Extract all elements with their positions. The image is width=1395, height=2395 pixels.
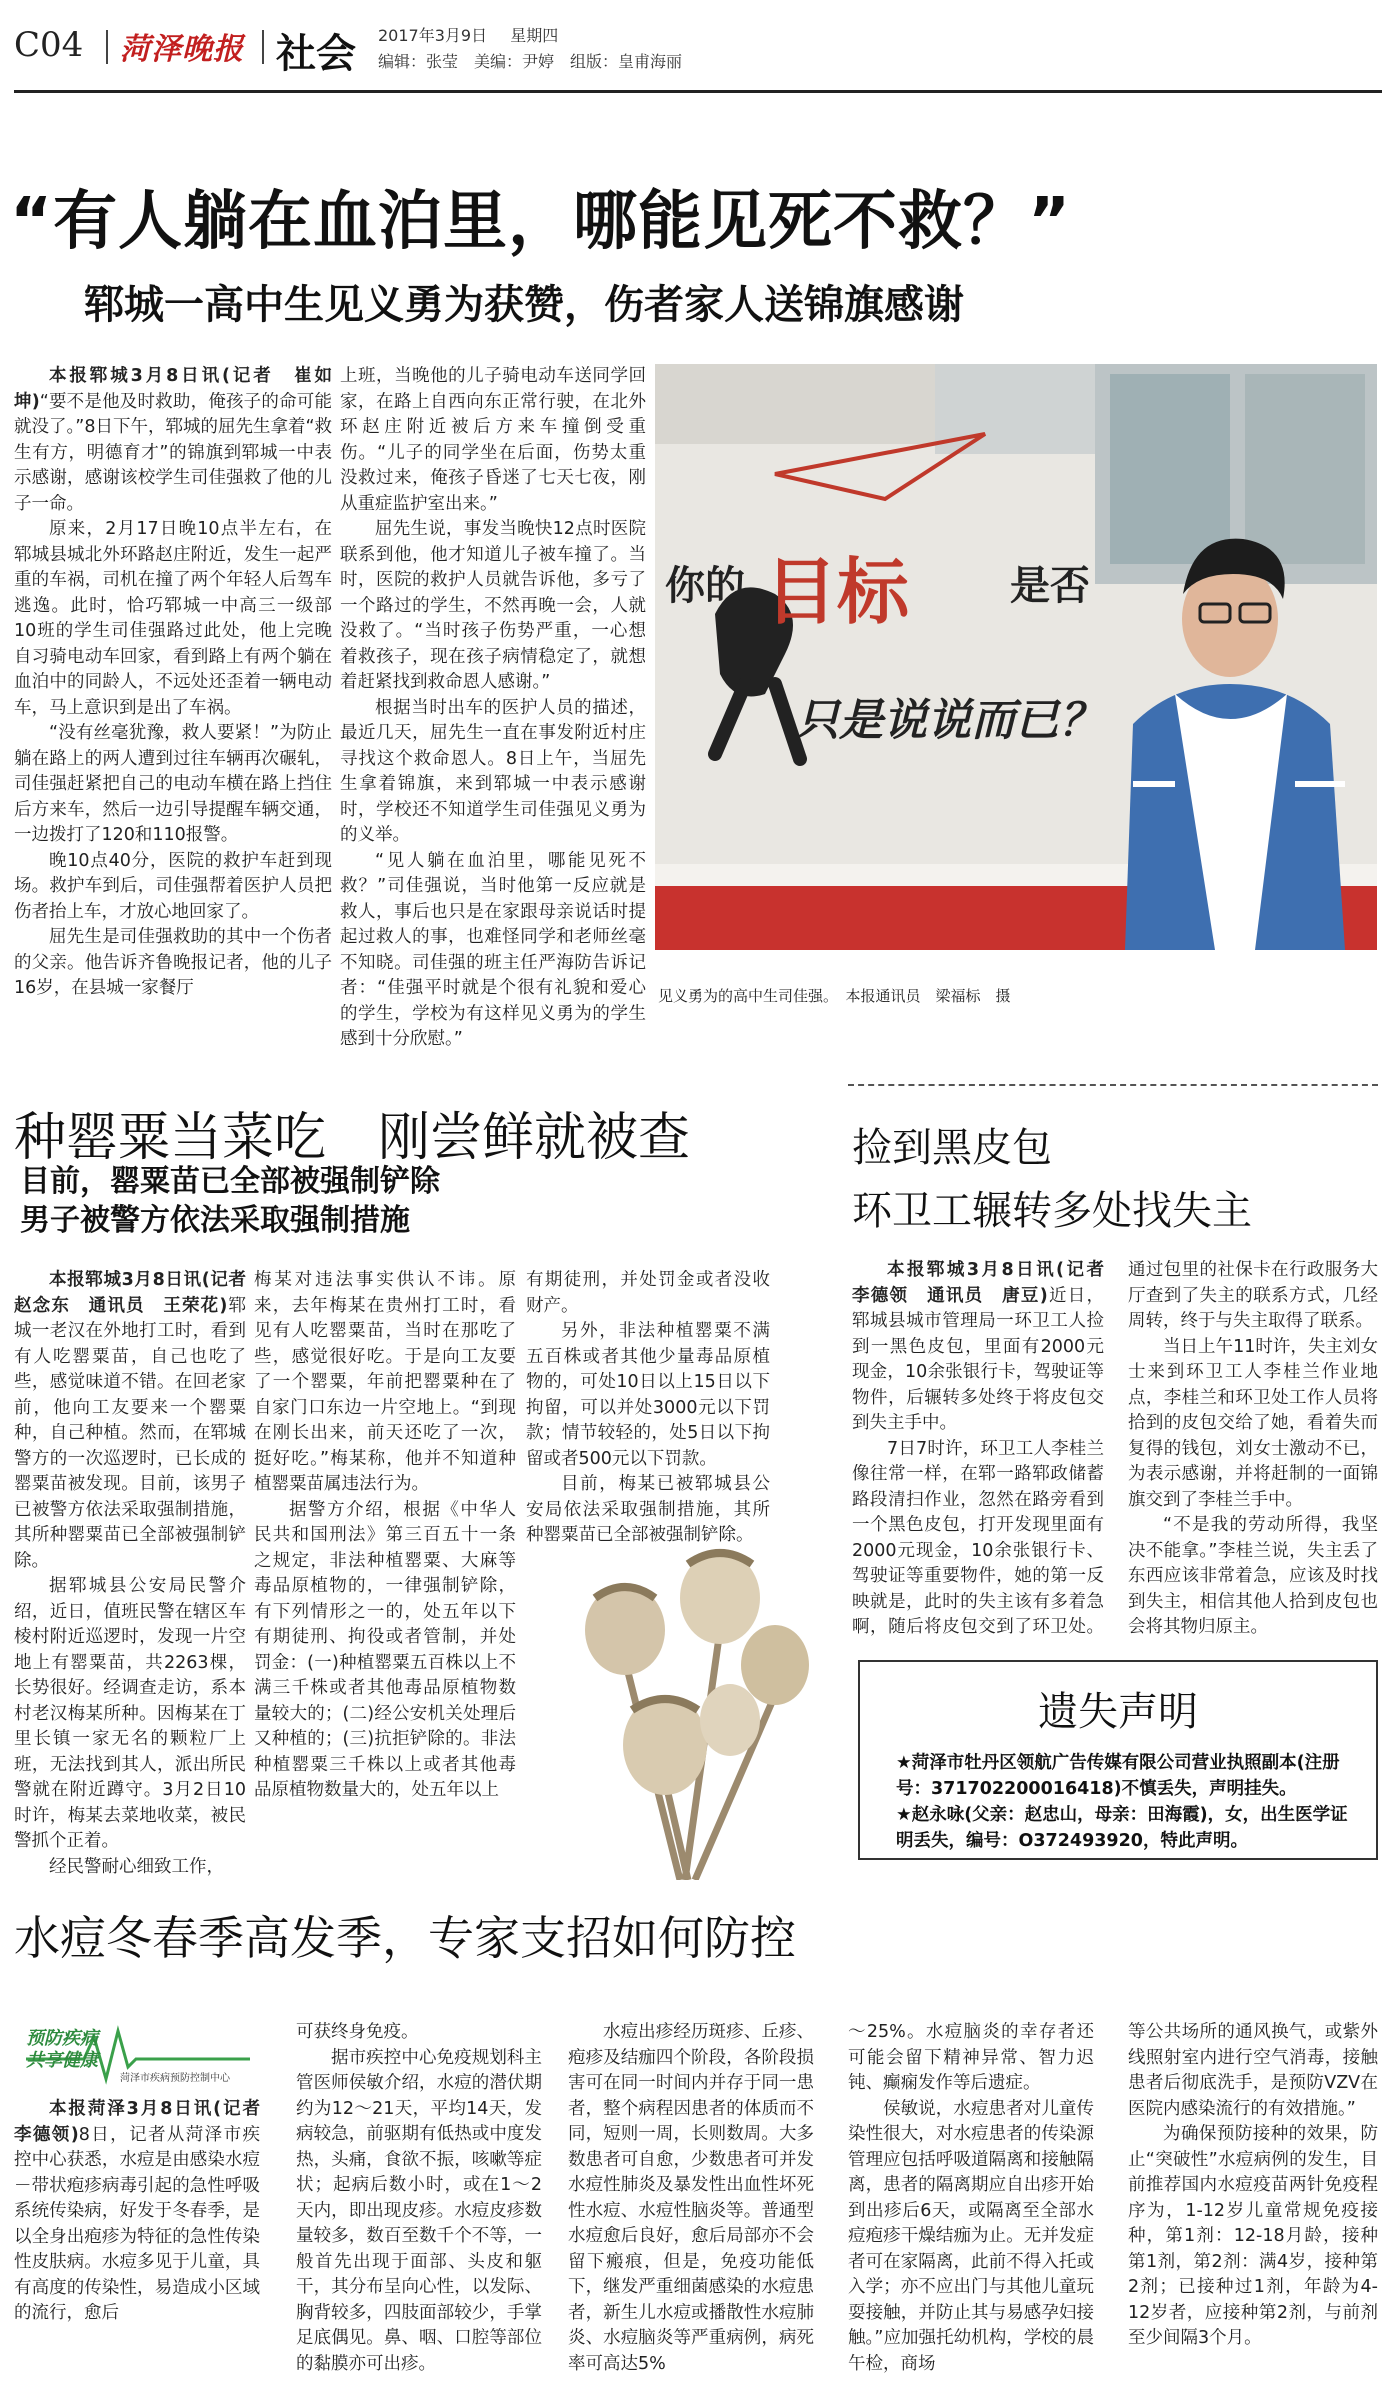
story3-headline-line: 捡到黑皮包 [852,1125,1052,1171]
lead-paragraph: 屈先生说，事发当晚快12点时医院联系到他，他才知道儿子被车撞了。当时，医院的救护人员就告诉他，多亏了一个路过的学生，不然再晚一会，人就没救了。“当时孩子伤势严重，一心想着救孩子，现在孩子病情稳定了，就想着赶紧找到救命恩人感谢。” [340,519,646,692]
lead-paragraph: 原来，2月17日晚10点半左右，在郓城县城北外环路赵庄附近，发生一起严重的车祸，司机在撞了两个年轻人后驾车逃逸。此时，恰巧郓城一中高三一级部10班的学生司佳强路过此处，他上完晚自习骑电动车回家，看到路上有两个躺在血泊中的同龄人，不远处还歪着一辆电动车，马上意识到是出了车祸。 [14,519,332,718]
page-number: C04 [14,25,84,65]
lead-paragraph: “要不是他及时救助，俺孩子的命可能就没了。”8日下午，郓城的屈先生拿着“救生有方，明德育才”的锦旗到郓城一中表示感谢，感谢该校学生司佳强救了他的儿子一命。 [14,391,332,514]
logo-slogan: 预防疾病 共享健康 [26,2028,116,2071]
story3-headline-line: 环卫工辗转多处找失主 [852,1188,1252,1234]
header-divider [106,30,108,64]
editor-credits: 编辑：张莹 美编：尹婷 组版：皇甫海丽 [378,52,683,71]
date-text: 2017年3月9日 [378,26,488,45]
header-rule [14,90,1382,93]
story2-paragraph: 郓城一老汉在外地打工时，看到有人吃罂粟苗，自己也吃了些，感觉味道不错。在回老家前，他向工友要来一个罂粟种，自己种植。然而，在郓城警方的一次巡逻时，已长成的罂粟苗被发现。目前，该男子已被警方依法采取强制措施，其所种罂粟苗已全部被强制铲除。 [14,1295,246,1571]
story4-column-4 [848,2020,1094,2387]
story4-paragraph: 可获终身免疫。 [296,2022,419,2042]
story4-paragraph: ～25%。水痘脑炎的幸存者还可能会留下精神异常、智力迟钝、癫痫发作等后遗症。 [848,2022,1094,2093]
lead-dateline: 本报郓城3月8日讯(记者 崔如坤) [14,366,332,412]
story4-column-1 [14,2097,260,2387]
lead-subheadline: 郓城一高中生见义勇为获赞，伤者家人送锦旗感谢 [84,282,964,328]
story2-column-1 [14,1268,246,1878]
notice-body [896,1750,1358,1854]
lead-paragraph: 晚10点40分，医院的救护车赶到现场。救护车到后，司佳强帮着医护人员把伤者抬上车，才放心地回家了。 [14,850,332,922]
notice-item: ★赵永咏(父亲：赵忠山，母亲：田海霞)，女，出生医学证明丢失，编号：O372493920，特此声明。 [896,1805,1348,1851]
cdc-logo [24,2023,252,2093]
masthead-logo: 菏泽晚报 [120,32,244,67]
story4-paragraph: 8日，记者从菏泽市疾控中心获悉，水痘是由感染水痘－带状疱疹病毒引起的急性呼吸系统传染病，好发于冬春季，是以全身出疱疹为特征的急性传染性皮肤病。水痘多见于儿童，具有高度的传染性，易造成小区域的流行，愈后 [14,2124,260,2323]
notice-title: 遗失声明 [1038,1689,1198,1735]
lead-headline: “有人躺在血泊里，哪能见死不救？” [10,185,1072,259]
story2-paragraph: 另外，非法种植罂粟不满五百株或者其他少量毒品原植物的，可处10日以上15日以下拘留，可以并处3000元以下罚款；情节较轻的，处5日以下拘留或者500元以下罚款。 [526,1321,770,1469]
story4-paragraph: 等公共场所的通风换气，或紫外线照射室内进行空气消毒，接触患者后彻底洗手，是预防VZV在医院内感染流行的有效措施。” [1128,2022,1378,2119]
lost-notice-box [858,1660,1378,1860]
story4-paragraph: 侯敏说，水痘患者对儿童传染性很大，对水痘患者的传染源管理应包括呼吸道隔离和接触隔离，患者的隔离期应自出疹开始到出疹后6天，或隔离至全部水痘疱疹干燥结痂为止。无并发症者可在家隔离，此前不得入托或入学；亦不应出门与其他儿童玩耍接触，并防止其与易感孕妇接触。”应加强托幼机构，学校的晨午检，商场 [848,2098,1094,2374]
story3-paragraph: 通过包里的社保卡在行政服务大厅查到了失主的联系方式，几经周转，终于与失主取得了联系。 [1128,1260,1378,1331]
lead-paragraph: “没有丝毫犹豫，救人要紧！”为防止躺在路上的两人遭到过往车辆再次碾轧，司佳强赶紧把自己的电动车横在路上挡住后方来车，然后一边引导提醒车辆交通，一边拨打了120和110报警。 [14,723,332,845]
story4-paragraph: 据市疾控中心免疫规划科主管医师侯敏介绍，水痘的潜伏期约为12～21天，平均14天，发病较急，前驱期有低热或中度发热，头痛，食欲不振，咳嗽等症状；起病后数小时，或在1～2天内，即出现皮疹。水痘皮疹数量较多，数百至数千个不等，一般首先出现于面部、头皮和躯干，其分布呈向心性，以发际、胸背较多，四肢面部较少，手掌足底偶见。鼻、咽、口腔等部位的黏膜亦可出疹。 [296,2047,542,2374]
story2-headline: 种罂粟当菜吃 刚尝鲜就被查 [14,1108,691,1168]
lead-paragraph: 根据当时出车的医护人员的描述，最近几天，屈先生一直在事发附近村庄寻找这个救命恩人。8日上午，当屈先生拿着锦旗，来到郓城一中表示感谢时，学校还不知道学生司佳强见义勇为的义举。 [340,697,646,845]
photo-illustration [655,364,1377,950]
story3-dateline: 本报郓城3月8日讯(记者 李德领 通讯员 唐豆) [852,1260,1104,1306]
story2-column-3 [526,1268,770,1558]
lead-paragraph: 上班，当晚他的儿子骑电动车送同学回家，在路上自西向东正常行驶，在北外环赵庄附近被后方来车撞倒受重伤。“儿子的同学坐在后面，伤势太重没救过来，俺孩子昏迷了七天七夜，刚从重症监护室出来。” [340,366,646,514]
poppy-image [570,1520,840,1880]
story4-column-5 [1128,2020,1378,2387]
story4-headline: 水痘冬春季高发季，专家支招如何防控 [14,1911,796,1965]
section-divider [848,1084,1378,1086]
story4-column-3 [568,2020,814,2387]
lead-photo [655,364,1377,950]
story3-paragraph: 近日，郓城县城市管理局一环卫工人捡到一黑色皮包，里面有2000元现金，10余张银行卡，驾驶证等物件，后辗转多处终于将皮包交到失主手中。 [852,1285,1104,1433]
story2-paragraph: 据警方介绍，根据《中华人民共和国刑法》第三百五十一条之规定，非法种植罂粟、大麻等毒品原植物的，一律强制铲除，有下列情形之一的，处五年以下有期徒刑、拘役或者管制，并处罚金：(一)种植罂粟五百株以上不满三千株或者其他毒品原植物数量较大的；(二)经公安机关处理后又种植的；(三)抗拒铲除的。非法种植罂粟三千株以上或者其他毒品原植物数量大的，处五年以上 [254,1499,516,1800]
story2-subhead-line: 目前，罂粟苗已全部被强制铲除 [20,1164,440,1199]
story3-column-1 [852,1258,1104,1642]
wall-slogan-3: 只是说说而已？ [795,695,1103,746]
story2-paragraph: 经民警耐心细致工作， [49,1856,224,1877]
lead-column-1 [14,364,332,1056]
story2-dateline: 本报郓城3月8日讯(记者 赵念东 通讯员 王荣花) [14,1270,246,1316]
story2-paragraph: 目前，梅某已被郓城县公安局依法采取强制措施，其所种罂粟苗已全部被强制铲除。 [526,1474,770,1545]
lead-paragraph: “见人躺在血泊里，哪能见死不救？”司佳强说，当时他第一反应就是救人，事后也只是在家跟母亲说话时提起过救人的事，也难怪同学和老师丝毫不知晓。司佳强的班主任严海防告诉记者：“佳强平时就是个很有礼貌和爱心的学生，学校为有这样见义勇为的学生感到十分欣慰。” [340,850,646,1049]
issue-date [378,23,558,46]
story2-paragraph: 梅某对违法事实供认不讳。原来，去年梅某在贵州打工时，看见有人吃罂粟苗，当时在那吃了些，感觉很好吃。于是向工友要了一个罂粟，年前把罂粟种在了自家门口东边一片空地上。“到现在刚长出来，前天还吃了一次，挺好吃。”梅某称，他并不知道种植罂粟苗属违法行为。 [254,1270,516,1494]
section-name: 社会 [276,31,356,77]
notice-item: ★菏泽市牡丹区领航广告传媒有限公司营业执照副本(注册号：371702200016418)不慎丢失，声明挂失。 [896,1753,1340,1799]
story2-paragraph: 有期徒刑，并处罚金或者没收财产。 [526,1270,770,1316]
story2-column-2 [254,1268,516,1878]
story2-subheadline [20,1162,440,1240]
wall-slogan-1: 你的 [665,563,745,609]
poppy-pods-illustration [570,1520,840,1880]
wall-slogan-2: 是否 [1010,563,1090,609]
story4-paragraph: 水痘出疹经历斑疹、丘疹、疱疹及结痂四个阶段，各阶段损害可在同一时间内并存于同一患者，整个病程因患者的体质而不同，短则一周，长则数周。大多数患者可自愈，少数患者可并发水痘性肺炎及暴发性出血性坏死性水痘、水痘性脑炎等。普通型水痘愈后良好，愈后局部亦不会留下瘢痕，但是，免疫功能低下，继发严重细菌感染的水痘患者，新生儿水痘或播散性水痘肺炎、水痘脑炎等严重病例，病死率可高达5% [568,2022,814,2374]
photo-caption: 见义勇为的高中生司佳强。 本报通讯员 梁福标 摄 [658,987,1011,1005]
lead-paragraph: 屈先生是司佳强救助的其中一个伤者的父亲。他告诉齐鲁晚报记者，他的儿子16岁，在县城一家餐厅 [14,927,332,998]
story4-dateline: 本报菏泽3月8日讯(记者 李德领) [14,2099,260,2145]
story4-paragraph: 为确保预防接种的效果，防止“突破性”水痘病例的发生，目前推荐国内水痘疫苗两针免疫程序为，1-12岁儿童常规免疫接种，第1剂：12-18月龄，接种第1剂，第2剂：满4岁，接种第2剂；已接种过1剂，年龄为4-12岁者，应接种第2剂，与前剂至少间隔3个月。 [1128,2124,1378,2348]
lead-column-2 [340,364,646,1056]
story2-subhead-line: 男子被警方依法采取强制措施 [20,1203,410,1238]
story4-column-2 [296,2020,542,2387]
wall-slogan-big: 目标 [765,549,910,634]
header-divider [262,30,264,64]
story3-headline [852,1117,1252,1243]
story3-paragraph: “不是我的劳动所得，我坚决不能拿。”李桂兰说，失主丢了东西应该非常着急，应该及时找到失主，相信其他人拾到皮包也会将其物归原主。 [1128,1515,1378,1637]
story3-paragraph: 7日7时许，环卫工人李桂兰像往常一样，在郓一路郓政储蓄路段清扫作业，忽然在路旁看到一个黑色皮包，打开发现里面有2000元现金，10余张银行卡、驾驶证等重要物件，她的第一反映就是，此时的失主该有多着急啊，随后将皮包交到了环卫处。 [852,1438,1104,1637]
logo-org: 菏泽市疾病预防控制中心 [120,2073,230,2084]
story3-paragraph: 当日上午11时许，失主刘女士来到环卫工人李桂兰作业地点，李桂兰和环卫处工作人员将拾到的皮包交给了她，看着失而复得的钱包，刘女士激动不已，为表示感谢，并将赶制的一面锦旗交到了李桂兰手中。 [1128,1336,1378,1510]
story3-column-2 [1128,1258,1378,1642]
weekday-text: 星期四 [510,26,559,45]
story2-paragraph: 据郓城县公安局民警介绍，近日，值班民警在辖区车棱村附近巡逻时，发现一片空地上有罂粟苗，共2263棵，长势很好。经调查走访，系本村老汉梅某所种。因梅某在丁里长镇一家无名的颗粒厂上班，无法找到其人，派出所民警就在附近蹲守。3月2日10时许，梅某去菜地收菜，被民警抓个正着。 [14,1576,246,1851]
